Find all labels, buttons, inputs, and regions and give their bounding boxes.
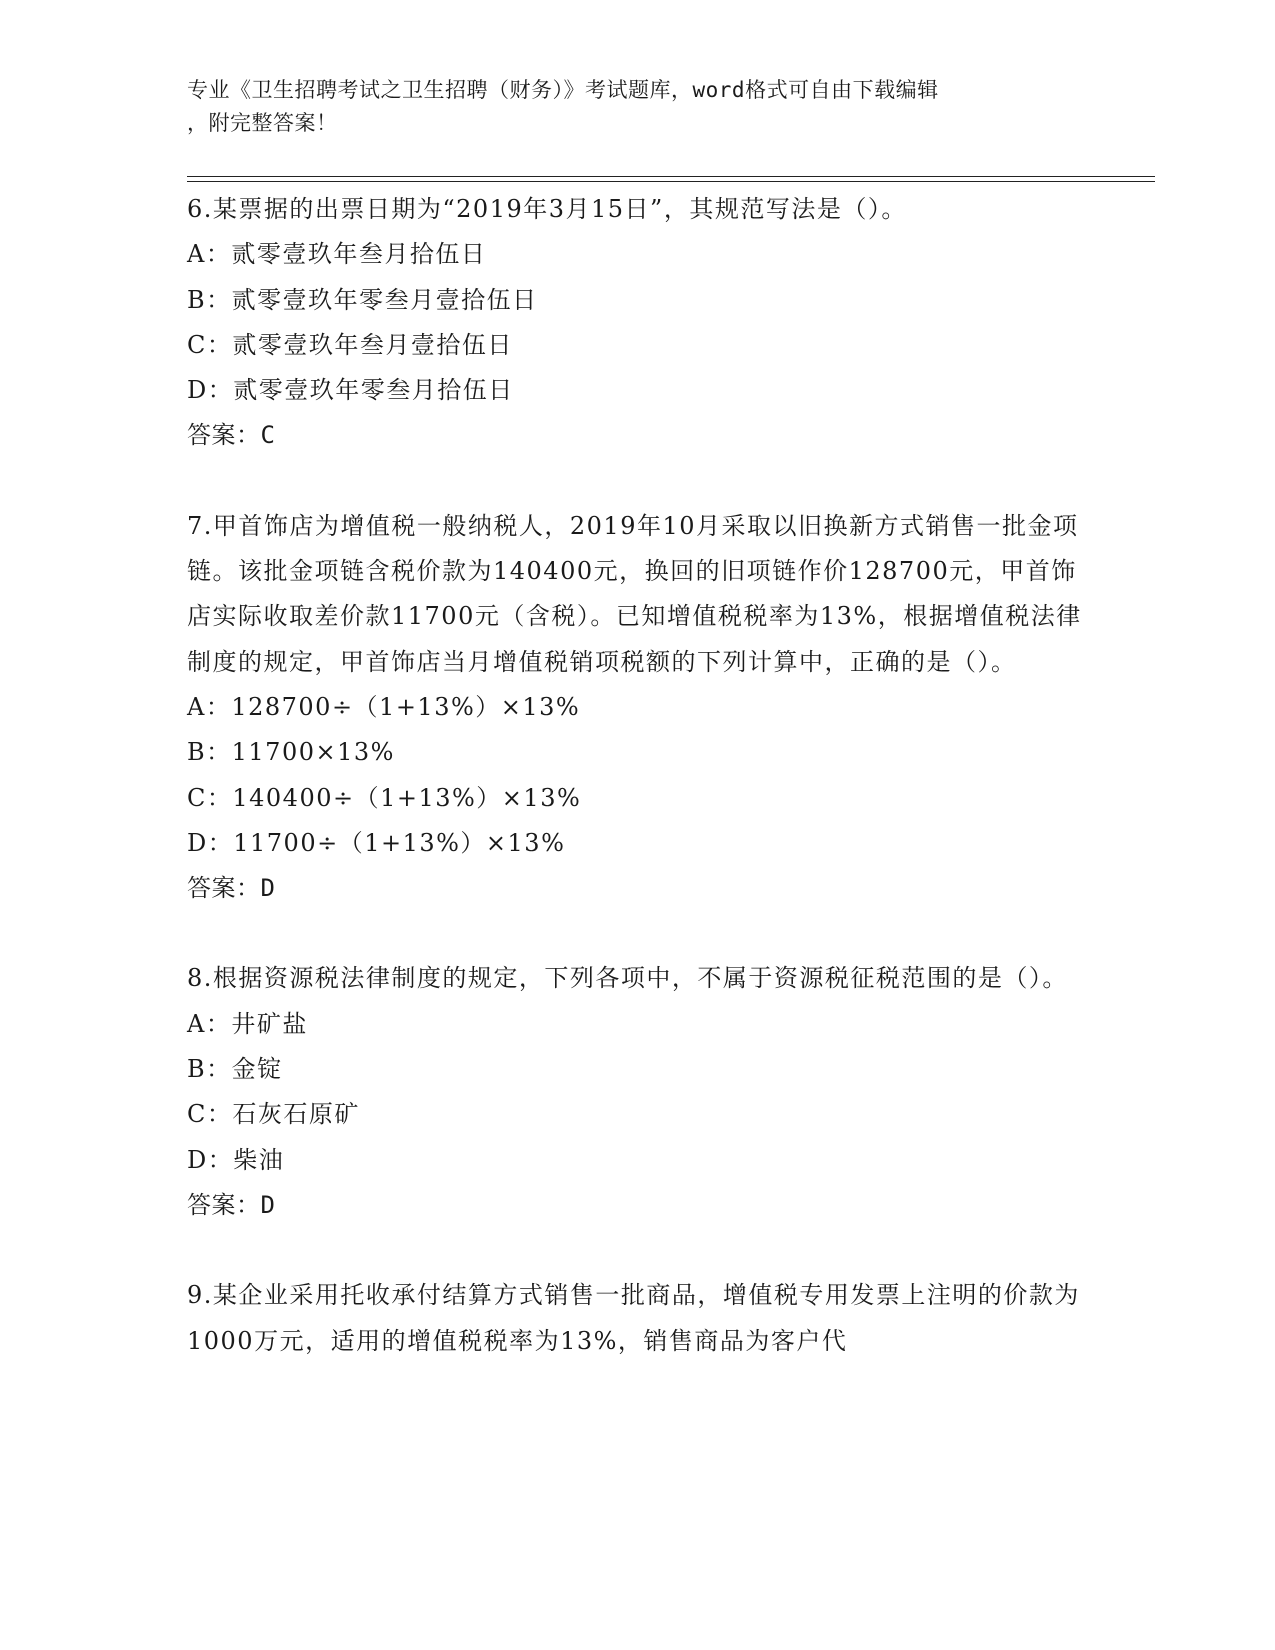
option-c: C：140400÷（1+13%）×13%	[187, 783, 582, 812]
option-d: D：柴油	[187, 1145, 285, 1174]
option-a: A：128700÷（1+13%）×13%	[187, 692, 581, 721]
header-divider-top	[187, 176, 1155, 177]
question-stem: 6.某票据的出票日期为“2019年3月15日”，其规范写法是（）。	[187, 195, 907, 223]
question-8	[187, 956, 1087, 1228]
answer: 答案：D	[187, 874, 276, 903]
question-stem: 9.某企业采用托收承付结算方式销售一批商品，增值税专用发票上注明的价款为1000万元，适用的增值税税率为13%，销售商品为客户代	[187, 1281, 1080, 1355]
question-stem: 7.甲首饰店为增值税一般纳税人，2019年10月采取以旧换新方式销售一批金项链。该批金项链含税价款为140400元，换回的旧项链作价128700元，甲首饰店实际收取差价款11700元（含税）。已知增值税税率为13%，根据增值税法律制度的规定，甲首饰店当月增值税销项税额的下列计算中，正确的是（）。	[187, 511, 1082, 676]
question-list	[187, 187, 1087, 1409]
document-header	[187, 74, 1067, 140]
option-b: B：贰零壹玖年零叁月壹拾伍日	[187, 285, 538, 314]
header-line-2: ，附完整答案！	[187, 111, 338, 135]
option-b: B：11700×13%	[187, 738, 395, 767]
question-6	[187, 187, 1087, 459]
option-a: A：井矿盐	[187, 1009, 308, 1038]
question-7	[187, 504, 1087, 912]
answer: 答案：D	[187, 1190, 276, 1219]
option-b: B：金锭	[187, 1055, 283, 1084]
header-line-1: 专业《卫生招聘考试之卫生招聘（财务）》考试题库，word格式可自由下载编辑	[187, 78, 939, 102]
option-a: A：贰零壹玖年叁月拾伍日	[187, 240, 487, 269]
option-d: D：贰零壹玖年零叁月拾伍日	[187, 376, 514, 405]
option-d: D：11700÷（1+13%）×13%	[187, 828, 566, 857]
option-c: C：贰零壹玖年叁月壹拾伍日	[187, 330, 513, 359]
option-c: C：石灰石原矿	[187, 1100, 360, 1129]
header-divider-bottom	[187, 181, 1155, 182]
answer: 答案：C	[187, 421, 276, 450]
question-stem: 8.根据资源税法律制度的规定，下列各项中，不属于资源税征税范围的是（）。	[187, 964, 1068, 993]
question-9	[187, 1273, 1087, 1364]
